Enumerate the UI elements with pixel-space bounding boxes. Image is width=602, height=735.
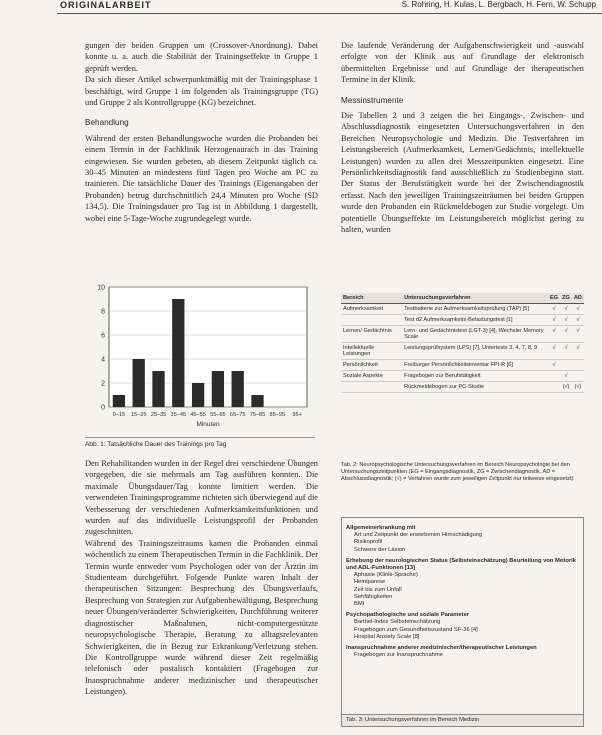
list-item: Risikoprofil <box>354 539 383 546</box>
bar <box>152 371 164 407</box>
table-header: Bereich <box>341 293 402 304</box>
table-cell <box>572 360 584 371</box>
table-row <box>341 360 584 371</box>
list-item: Hospital Anxiety Scale [8] <box>354 633 420 640</box>
box-caption: Tab. 3: Untersuchungsverfahren im Bereich Medizin <box>342 714 583 726</box>
table-cell: √ <box>560 326 572 343</box>
neuropsych-table <box>341 293 584 393</box>
paragraph: Die laufende Veränderung der Aufgabenschwierigkeit und -auswahl erfolgte von der Klinik aus auf Grundlage der elektronisch übermittelten Ergebnisse und auf Grundlage der therapeutischen Termine in der Klinik. <box>341 41 584 85</box>
table-header-row <box>341 293 584 304</box>
x-tick-label: 55–65 <box>210 412 226 418</box>
table-cell: Aufmerksamkeit <box>341 304 402 315</box>
table-header: ZG <box>560 293 572 304</box>
table-header: Untersuchungsverfahren <box>402 293 548 304</box>
list-item: Fragebogen zum Gesundheitszustand SF-36 [4] <box>354 626 478 633</box>
y-tick-label: 10 <box>97 284 105 292</box>
bar <box>232 371 244 407</box>
table-header: EG <box>548 293 560 304</box>
table-cell: √ <box>572 304 584 315</box>
list-item: Zeit bis zum Unfall <box>354 586 402 593</box>
x-axis-label: Minuten <box>196 421 220 428</box>
table-cell: √ <box>548 326 560 343</box>
table-cell <box>548 371 560 382</box>
left-column-bottom <box>85 458 318 698</box>
table-cell: √ <box>572 326 584 343</box>
table-cell: √ <box>548 315 560 326</box>
paragraph: gungen der beiden Gruppen um (Crossover-Anordnung). Dabei konnte u. a. auch die Stabilität der Trainingseffekte in Gruppe 1 geprüft werden. <box>85 41 318 73</box>
table-row <box>341 304 584 315</box>
table-cell <box>548 382 560 393</box>
table-cell: Rückmeldebogen zur PC-Studie <box>402 382 548 393</box>
table-cell <box>341 382 402 393</box>
table-cell: Lern- und Gedächtnistest (LGT-3) [4], Wechsler Memory Scale <box>402 326 548 343</box>
bar <box>212 371 224 407</box>
bar <box>172 299 184 407</box>
table-cell: √ <box>548 343 560 360</box>
table-cell <box>560 360 572 371</box>
paragraph: Während der ersten Behandlungswoche wurden die Probanden bei einem Termin in der Fachklinik Herzogenaurach in das Training eingewiesen. Sie wurden gebeten, ab diesem Zeitpunkt täglich ca. 30–45 Minuten an mindestens fünf Tagen pro Woche am PC zu trainieren. Die tatsächliche Dauer des Trainings (Eigenangaben der Probanden) betrug durchschnittlich 24,4 Minuten pro Woche (SD 134,5). Die Trainingsdauer pro Tag ist in Abbildung 1 dargestellt, wobei eine 5-Tage-Woche zugrundegelegt wurde. <box>85 133 318 223</box>
list-item: Barthel-Index Selbsteinschätzung <box>354 619 441 626</box>
x-tick-label: 0–15 <box>112 412 126 418</box>
x-tick-label: 35–45 <box>170 412 187 418</box>
section-heading: Behandlung <box>85 118 129 128</box>
table-row <box>341 371 584 382</box>
bar <box>251 395 263 407</box>
table-cell: (√) <box>560 382 572 393</box>
paragraph: Da sich dieser Artikel schwerpunktmäßig mit der Trainingsphase 1 beschäftigt, wird Gruppe 1 im folgenden als Trainingsgruppe (TG) und Gruppe 2 als Kontrollgruppe (KG) bezeichnet. <box>85 75 318 108</box>
journal-section-label: ORIGINALARBEIT <box>60 0 152 10</box>
list-item: Art und Zeitpunkt der erworbenen Hirnschädigung <box>354 532 483 539</box>
table-cell: √ <box>560 371 572 382</box>
paragraph: Den Rehabilitanden wurden in der Regel drei verschiedene Übungen vorgegeben, die sie mehrmals am Tag ausführen konnten. Die maximale Übungsdauer/Tag konnte limitiert werden. Die verwendeten Trainingsprogramme richteten sich überwiegend auf die Verbesserung der verschiedenen Aufmerksamkeitsfunktionen und wurden auf das individuelle Leistungsprofil der Probanden zugeschnitten. <box>85 459 318 537</box>
table-row <box>341 382 584 393</box>
table-cell: Persönlichkeit <box>341 360 402 371</box>
box-heading: Inanspruchnahme anderer medizinischer/therapeutischer Leistungen <box>346 645 537 652</box>
table-cell: √ <box>560 343 572 360</box>
table-cell: √ <box>560 304 572 315</box>
list-item: Hemiparese <box>354 579 386 586</box>
left-column-top <box>85 40 318 224</box>
table-cell: √ <box>560 315 572 326</box>
table-cell: Lernen/ Gedächtnis <box>341 326 402 343</box>
y-tick-label: 2 <box>101 380 105 388</box>
box-heading: Allgemeinerkrankung mit <box>346 525 416 531</box>
section-heading: Messinstrumente <box>341 95 404 105</box>
table-cell: Test d2 Aufmerksamkeits-Belastungstest [1] <box>402 315 548 326</box>
table-row <box>341 315 584 326</box>
paragraph: Die Tabellen 2 und 3 zeigen die bei Eingangs-, Zwischen- und Abschlussdiagnostik eingesetzten Untersuchungsverfahren in den Bereichen Neuropsychologie und Medizin. Die Testverfahren im Leistungsbereich (Aufmerksamkeit, Lernen/Gedächtnis, intellektuelle Leistungen) wurden zu allen drei Messzeitpunkten eingesetzt. Eine Persönlichkeitsdiagnostik fand ausschließlich zu Studienbeginn statt. Der Status der Berufstätigkeit wurde bei der Zwischendiagnostik erfasst. Nach den jeweiligen Trainingszeiträumen bei beiden Gruppen wurde den Probanden ein Rückmeldebogen zur Studie vorgelegt. Um potentielle Übungseffekte im Leistungsbereich möglichst gering zu halten, wurden <box>341 111 584 235</box>
bar <box>113 395 125 407</box>
x-tick-label: 85–95 <box>269 412 286 418</box>
x-tick-label: 45–55 <box>190 412 206 418</box>
list-item: BMI <box>354 601 365 608</box>
bar <box>133 359 145 407</box>
medical-methods-box <box>341 517 584 727</box>
table-cell <box>572 371 584 382</box>
table-cell: Testbatterie zur Aufmerksamkeitsprüfung (TAP) [5] <box>402 304 548 315</box>
list-item: Schwere der Läsion <box>354 546 406 553</box>
table-header: AD <box>572 293 584 304</box>
table-cell: √ <box>572 343 584 360</box>
list-item: Sehfähigkeiten <box>354 593 393 600</box>
table-caption: Tab. 2: Neuropsychologische Untersuchungsverfahren im Bereich Neuropsychologie bei den Untersuchungszeitpunkten (EG = Eingangsdiagnostik, ZG = Zwischendiagnostik, AD = Abschlussdiagnostik; (√) = Verfahren wurde zum jeweiligen Zeitpunkt nur teilweise eingesetzt) <box>341 462 574 482</box>
figure-caption: Abb. 1: Tatsächliche Dauer des Trainings pro Tag <box>85 437 315 448</box>
training-duration-chart <box>85 283 315 443</box>
y-tick-label: 6 <box>101 332 105 340</box>
box-heading: Psychopathologische und soziale Parameter <box>346 612 470 619</box>
table-row <box>341 343 584 360</box>
table-cell: √ <box>548 304 560 315</box>
y-tick-label: 4 <box>101 356 105 364</box>
list-item: Aphasie (Klinik-Sprache) <box>354 572 418 579</box>
bar <box>192 383 204 407</box>
paragraph: Während des Trainingszeitraums kamen die Probanden einmal wöchentlich zu einem Therapeutischen Termin in die Fachklinik. Der Termin wurde entweder vom Psychologen oder von der Ärztin im Studienteam durchgeführt. Folgende Punkte waren Inhalt der therapeutischen Sitzungen: Besprechung des Übungsverlaufs, Besprechung von Strategien zur Aufgabenbewältigung, Besprechung neuer Übungen/veränderter Schwierigkeiten, Durchführung weiterer diagnostischer Maßnahmen, nicht-computergestützte neuropsychologische Therapie, Beratung zu alltagsrelevanten Schwierigkeiten, die in Bezug zur Erkrankung/Verletzung stehen. Die Kontrollgruppe wurde während dieser Zeit regelmäßig telefonisch oder postalisch kontaktiert (Fragebogen zur Inanspruchnahme anderer medizinischer und therapeutischer Leistungen). <box>85 538 318 697</box>
y-tick-label: 0 <box>101 404 105 412</box>
x-tick-label: 25–35 <box>150 412 167 418</box>
y-tick-label: 8 <box>101 308 105 316</box>
table-cell: Soziale Aspekte <box>341 371 402 382</box>
author-running-head: S. Rohring, H. Kulas, L. Bergbach, H. Fern, W. Schupp <box>401 0 596 9</box>
table-row <box>341 326 584 343</box>
x-tick-label: 75–85 <box>249 412 266 418</box>
table-cell: √ <box>572 315 584 326</box>
x-tick-label: 15–25 <box>130 412 147 418</box>
box-heading: Erhebung der neurologischen Status (Selbsteinschätzung) Beurteilung von Motorik und ADL-Funktionen [13] <box>346 557 576 572</box>
table-cell: (√) <box>572 382 584 393</box>
list-item: Fragebogen zur Inanspruchnahme <box>354 652 443 659</box>
table-cell: Fragebogen zur Berufstätigkeit <box>402 371 548 382</box>
table-cell <box>341 315 402 326</box>
table-cell: Freiburger Persönlichkeitsinventar FPI-R [6] <box>402 360 548 371</box>
right-column-top <box>341 40 584 236</box>
table-cell: Intellektuelle Leistungen <box>341 343 402 360</box>
x-tick-label: 95+ <box>292 412 302 418</box>
table-cell: Leistungsprüfsystem (LPS) [7], Untertests 3, 4, 7, 8, 9 <box>402 343 548 360</box>
table-cell: √ <box>548 360 560 371</box>
x-tick-label: 65–75 <box>229 412 246 418</box>
